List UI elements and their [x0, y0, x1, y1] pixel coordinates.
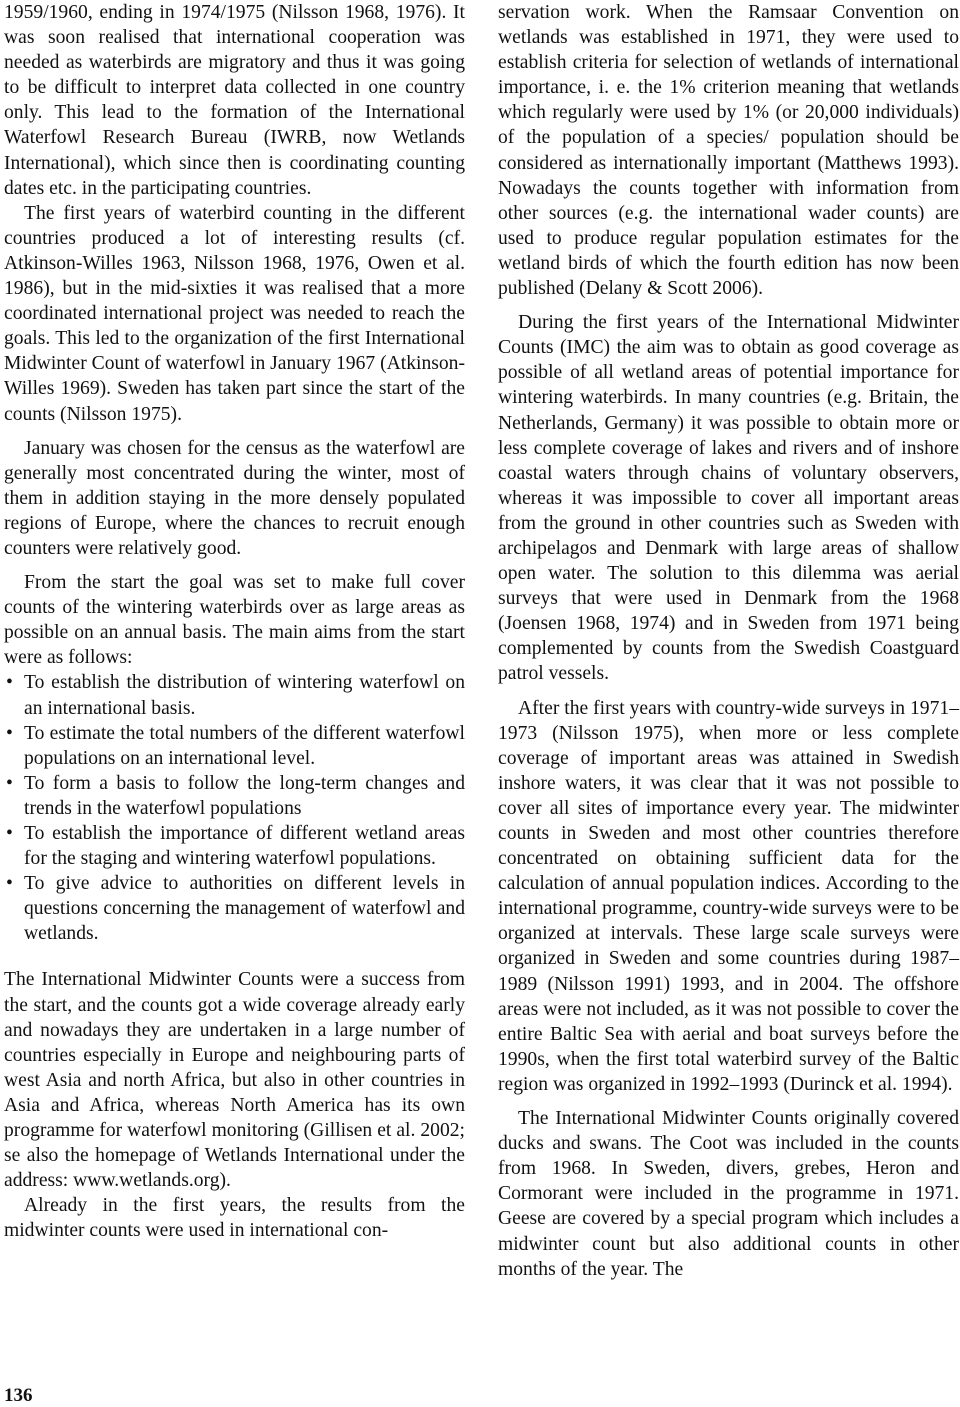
list-item: • To establish the distribution of wintering waterfowl on an international basis. — [4, 670, 465, 720]
paragraph: January was chosen for the census as the waterfowl are generally most concentrated during the winter, most of them in addition staying in the more densely populated regions of Europe, where the chances to recruit enough counters were relatively good. — [4, 437, 465, 559]
paragraph: servation work. When the Ramsaar Convention on wetlands was established in 1971, they were used to establish criteria for selection of wetlands of international importance, i. e. the 1% criterion meaning that wetlands which regularly were used by 1% (or 20,000 individuals) of the population of a species/ population should be considered as internationally important (Matthews 1993). Nowadays the counts together with information from other sources (e.g. the international wader counts) are used to produce regular population estimates for the wetland birds of which the fourth edition has now been published (Delany & Scott 2006). — [498, 2, 959, 300]
list-item: • To form a basis to follow the long-term changes and trends in the waterfowl populations — [4, 771, 465, 821]
list-item: • To estimate the total numbers of the different waterfowl populations on an international level. — [4, 721, 465, 771]
paragraph: 1959/1960, ending in 1974/1975 (Nilsson 1968, 1976). It was soon realised that international cooperation was needed as waterbirds are migratory and thus it was going to be difficult to interpret data collected in one country only. This lead to the formation of the International Waterfowl Research Bureau (IWRB, now Wetlands International), which since then is coordinating counting dates etc. in the participating countries. — [4, 2, 465, 199]
paragraph: The International Midwinter Counts were a success from the start, and the counts got a wide coverage already early and nowadays they are undertaken in a large number of countries especially in Europe and neighbouring parts of west Asia and north Africa, but also in other countries in Asia and Africa, whereas North America has its own programme for waterfowl monitoring (Gillisen et al. 2002; se also the homepage of Wetlands International under the address: www.wetlands.org). — [4, 969, 465, 1192]
list-item: • To establish the importance of different wetland areas for the staging and wintering waterfowl populations. — [4, 821, 465, 871]
list-item: • To give advice to authorities on different levels in questions concerning the management of waterfowl and wetlands. — [4, 871, 465, 946]
aims-list — [4, 670, 465, 946]
left-column — [4, 0, 465, 1244]
right-column — [498, 0, 959, 1282]
paragraph: Already in the first years, the results from the midwinter counts were used in international con- — [4, 1195, 465, 1242]
paragraph: The International Midwinter Counts originally covered ducks and swans. The Coot was included in the counts from 1968. In Sweden, divers, grebes, Heron and Cormorant were included in the programme in 1971. Geese are covered by a special program which includes a midwinter count but also additional counts in other months of the year. The — [498, 1108, 959, 1280]
paragraph: After the first years with country-wide surveys in 1971–1973 (Nilsson 1975), when more or less complete coverage of important areas was attained in Swedish inshore waters, it was clear that it was not possible to cover all sites of importance every year. The midwinter counts in Sweden and most other countries therefore concentrated on obtaining sufficient data for the calculation of annual population indices. According to the international programme, country-wide surveys were to be organized at intervals. These large scale surveys were organized in Sweden and some countries during 1987–1989 (Nilsson 1991) 1993, and in 2004. The offshore areas were not included, as it was not possible to cover the entire Baltic Sea with aerial and boat surveys before the 1990s, when the first total waterbird survey of the Baltic region was organized in 1992–1993 (Durinck et al. 1994). — [498, 697, 959, 1095]
paragraph: From the start the goal was set to make full cover counts of the wintering waterbirds over as large areas as possible on an annual basis. The main aims from the start were as follows: — [4, 572, 465, 669]
paragraph: During the first years of the International Midwinter Counts (IMC) the aim was to obtain as good coverage as possible of all wetland areas of potential importance for wintering waterbirds. In many countries (e.g. Britain, the Netherlands, Germany) it was possible to obtain more or less complete coverage of lakes and rivers and of inshore coastal waters through chains of voluntary observers, whereas it was impossible to cover all important areas from the ground in other countries such as Sweden with archipelagos and Denmark with large areas of shallow open water. The solution to this dilemma was aerial surveys that were used in Denmark from the 1968 (Joensen 1968, 1974) and in Sweden from 1971 being complemented by counts from the Swedish Coastguard patrol vessels. — [498, 312, 959, 685]
page-number: 136 — [4, 1385, 33, 1406]
paragraph: The first years of waterbird counting in the different countries produced a lot of interesting results (cf. Atkinson-Willes 1963, Nilsson 1968, 1976, Owen et al. 1986), but in the mid-sixties it was realised that a more coordinated international project was needed to reach the goals. This led to the organization of the first International Midwinter Count of waterfowl in January 1967 (Atkinson-Willes 1969). Sweden has taken part since the start of the counts (Nilsson 1975). — [4, 202, 465, 425]
